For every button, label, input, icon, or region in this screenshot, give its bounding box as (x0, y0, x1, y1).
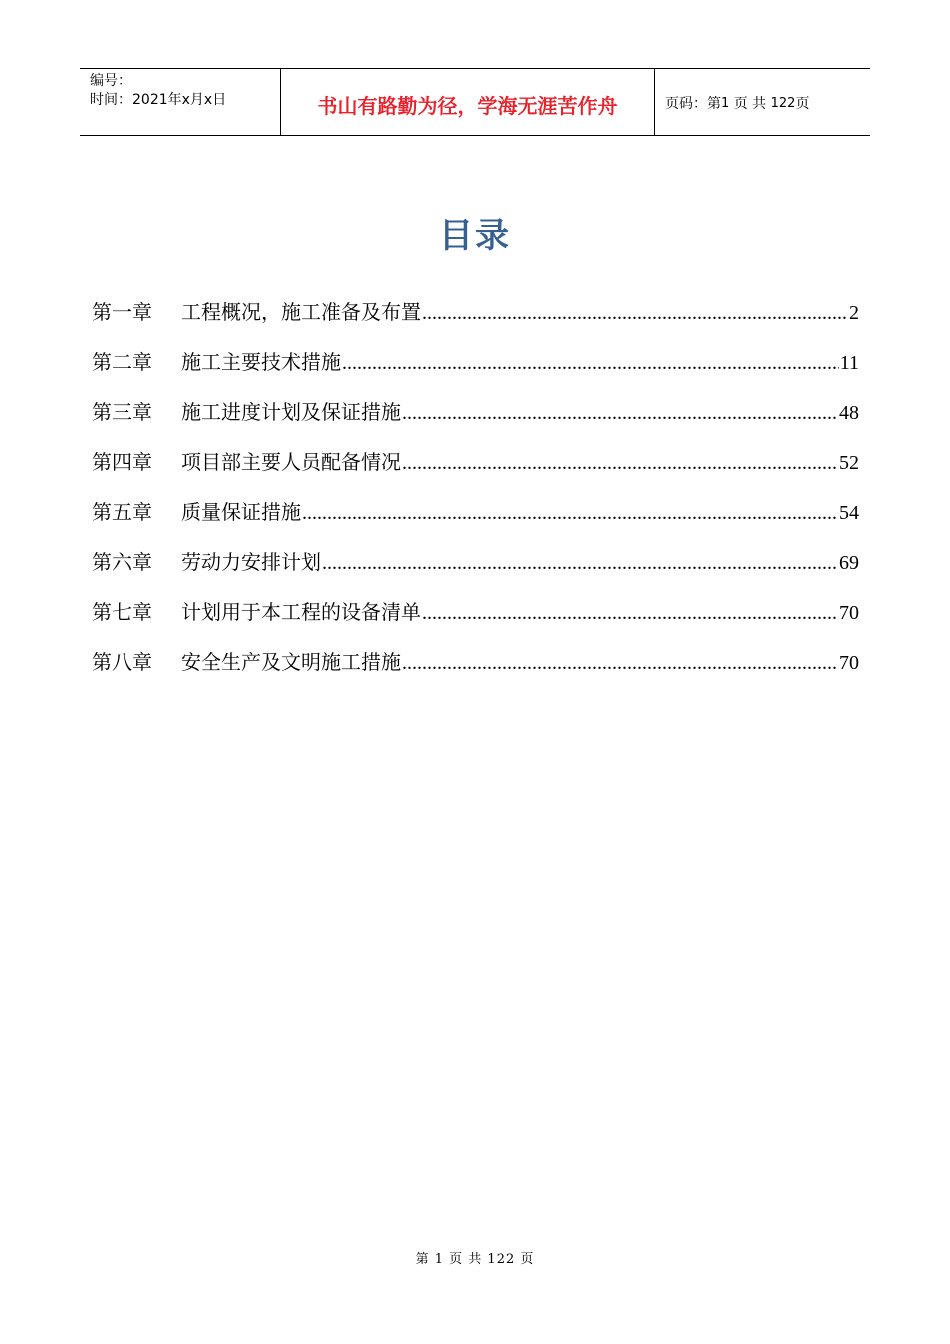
table-of-contents (92, 292, 859, 692)
page-info-current: 1 (721, 95, 730, 111)
toc-chapter-title: 计划用于本工程的设备清单 (181, 600, 421, 624)
toc-page-number: 69 (839, 552, 859, 574)
toc-entry[interactable] (92, 392, 859, 442)
page-footer: 第 1 页 共 122 页 (415, 1252, 535, 1267)
toc-leader-dots (302, 493, 838, 533)
toc-chapter-title: 安全生产及文明施工措施 (181, 650, 401, 674)
toc-chapter-title: 劳动力安排计划 (181, 550, 321, 574)
page-info-suffix: 页 (795, 96, 810, 112)
toc-chapter-number: 第六章 (92, 550, 152, 574)
toc-chapter-number: 第八章 (92, 650, 152, 674)
page-header (80, 68, 870, 136)
toc-entry[interactable] (92, 642, 859, 692)
toc-chapter-number: 第二章 (92, 350, 152, 374)
toc-chapter-title: 施工进度计划及保证措施 (181, 400, 401, 424)
toc-chapter-title: 工程概况，施工准备及布置 (181, 300, 421, 324)
toc-page-number: 11 (839, 352, 859, 374)
toc-leader-dots (402, 443, 838, 483)
toc-page-number: 70 (839, 652, 859, 674)
toc-title: 目录 (439, 216, 511, 256)
toc-entry[interactable] (92, 592, 859, 642)
toc-leader-dots (402, 643, 838, 683)
page-info-prefix: 页码：第 (665, 96, 721, 112)
header-page-info (655, 69, 870, 135)
toc-leader-dots (422, 293, 848, 333)
toc-entry[interactable] (92, 542, 859, 592)
toc-page-number: 70 (839, 602, 859, 624)
toc-page-number: 48 (839, 402, 859, 424)
page-info-mid: 页 共 (733, 96, 767, 112)
toc-chapter-number: 第三章 (92, 400, 152, 424)
toc-page-number: 2 (849, 302, 859, 324)
toc-entry[interactable] (92, 492, 859, 542)
toc-entry[interactable] (92, 342, 859, 392)
toc-page-number: 54 (839, 502, 859, 524)
toc-chapter-title: 施工主要技术措施 (181, 350, 341, 374)
header-meta (80, 69, 281, 135)
toc-leader-dots (402, 393, 838, 433)
document-number-label: 编号： (90, 73, 132, 89)
toc-chapter-number: 第七章 (92, 600, 152, 624)
toc-chapter-title: 项目部主要人员配备情况 (181, 450, 401, 474)
toc-leader-dots (322, 543, 838, 583)
toc-chapter-number: 第一章 (92, 300, 152, 324)
toc-leader-dots (342, 343, 839, 383)
toc-chapter-title: 质量保证措施 (181, 500, 301, 524)
toc-leader-dots (422, 593, 838, 633)
toc-chapter-number: 第五章 (92, 500, 152, 524)
toc-entry[interactable] (92, 442, 859, 492)
page-info-total: 122 (770, 95, 796, 111)
toc-chapter-number: 第四章 (92, 450, 152, 474)
document-date: 时间：2021年x月x日 (90, 92, 227, 108)
toc-entry[interactable] (92, 292, 859, 342)
header-motto: 书山有路勤为径，学海无涯苦作舟 (281, 69, 655, 135)
toc-page-number: 52 (839, 452, 859, 474)
